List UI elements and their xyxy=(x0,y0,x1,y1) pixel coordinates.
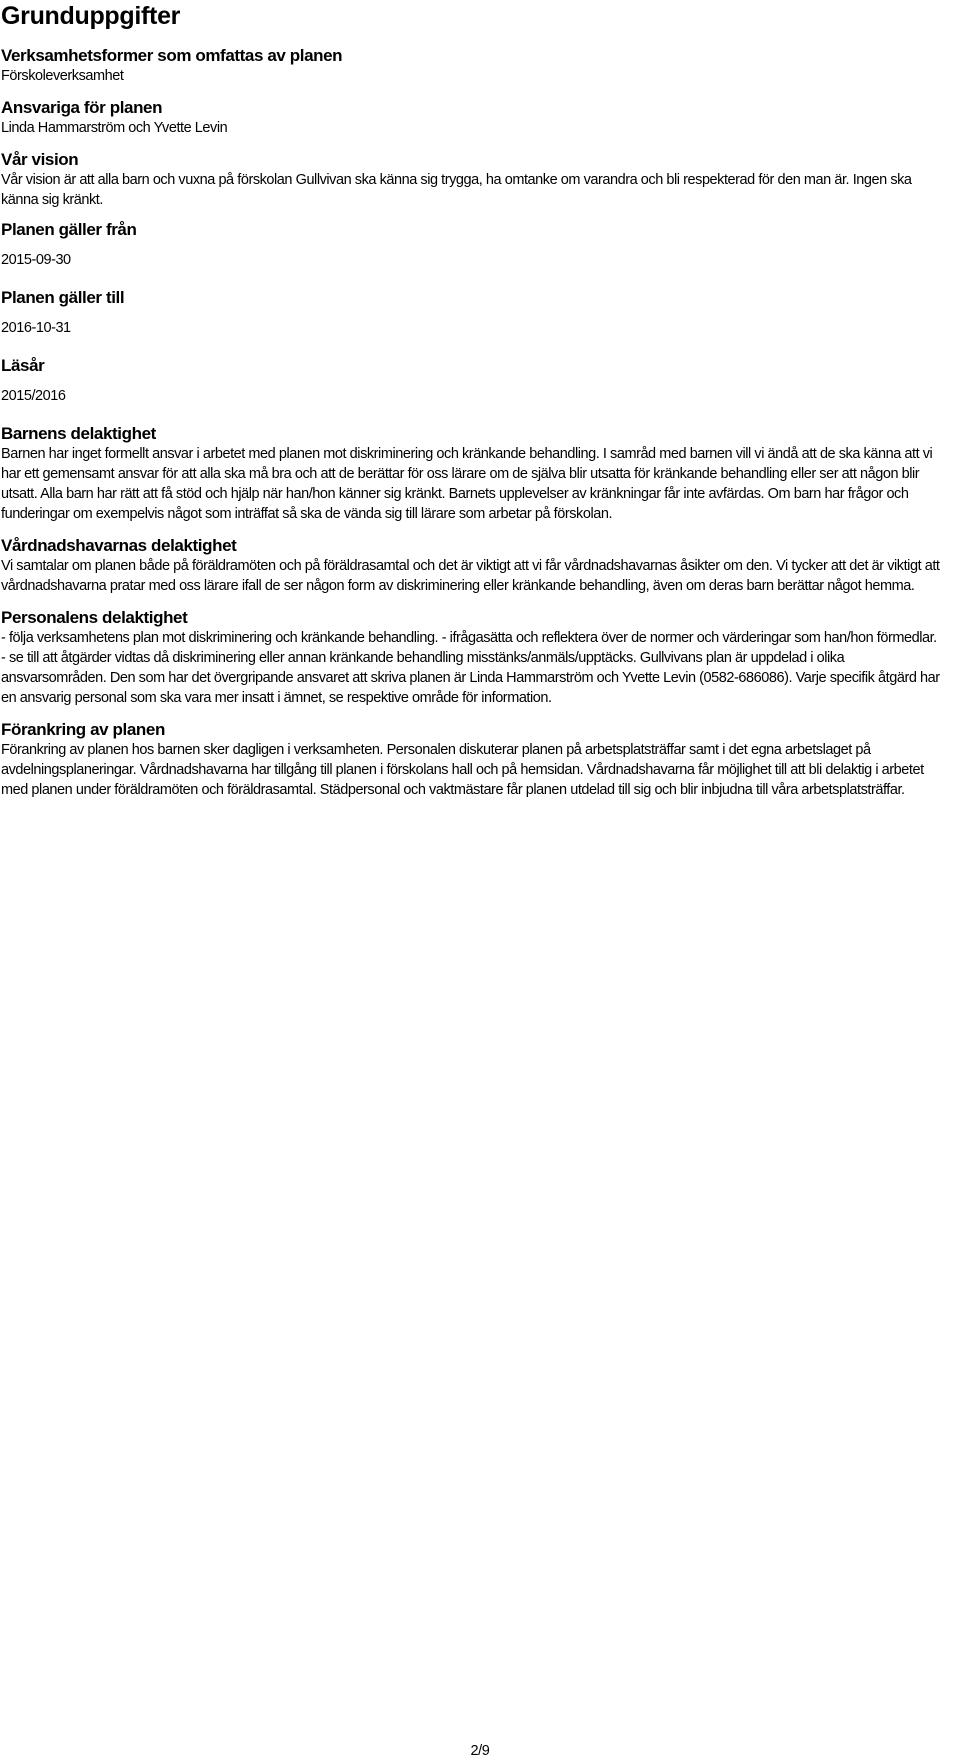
section-heading: Planen gäller från xyxy=(1,220,137,239)
document-page xyxy=(0,0,960,800)
section-heading: Ansvariga för planen xyxy=(1,98,163,117)
page-title: Grunduppgifter xyxy=(1,2,181,30)
section-ansvariga xyxy=(1,98,944,138)
section-var-vision xyxy=(1,150,944,210)
section-heading: Verksamhetsformer som omfattas av planen xyxy=(1,46,343,65)
section-personalens-delaktighet xyxy=(1,608,944,708)
section-heading: Vår vision xyxy=(1,150,79,169)
section-text: Barnen har inget formellt ansvar i arbetet med planen mot diskriminering och kränkande behandling. I samråd med barnen vill vi ändå att de ska känna att vi har ett gemensamt ansvar för att alla ska må bra och att de berättar för oss lärare om de själva blir utsatta för kränkande behandling eller ser att någon blir utsatt. Alla barn har rätt att få stöd och hjälp när han/hon känner sig kränkt. Barnets upplevelser av kränkningar får inte avfärdas. Om barn har frågor och funderingar om exempelvis något som inträffat så ska de vända sig till lärare som arbetar på förskolan. xyxy=(1,446,933,522)
section-text: Linda Hammarström och Yvette Levin xyxy=(1,120,228,136)
section-text: 2016-10-31 xyxy=(1,320,71,336)
section-text: - följa verksamhetens plan mot diskriminering och kränkande behandling. - ifrågasätta och reflektera över de normer och värderingar som han/hon förmedlar. - se till att åtgärder vidtas då diskriminering eller annan kränkande behandling misstänks/anmäls/upptäcks. Gullvivans plan är uppdelad i olika ansvarsområden. Den som har det övergripande ansvaret att skriva planen är Linda Hammarström och Yvette Levin (0582-686086). Varje specifik åtgärd har en ansvarig personal som ska vara mer insatt i ämnet, se respektive område för information. xyxy=(1,630,940,706)
section-text: Förankring av planen hos barnen sker dagligen i verksamheten. Personalen diskuterar planen på arbetsplatsträffar samt i det egna arbetslaget på avdelningsplaneringar. Vårdnadshavarna har tillgång till planen i förskolans hall och på hemsidan. Vårdnadshavarna får möjlighet till att bli delaktig i arbetet med planen under föräldramöten och föräldrasamtal. Städpersonal och vaktmästare får planen utdelad till sig och blir inbjudna till våra arbetsplatsträffar. xyxy=(1,742,924,798)
section-text: 2015/2016 xyxy=(1,388,66,404)
section-heading: Vårdnadshavarnas delaktighet xyxy=(1,536,237,555)
section-heading: Läsår xyxy=(1,356,45,375)
section-heading: Personalens delaktighet xyxy=(1,608,188,627)
section-text: Förskoleverksamhet xyxy=(1,68,124,84)
section-text: Vi samtalar om planen både på föräldramöten och på föräldrasamtal och det är viktigt att vi får vårdnadshavarnas åsikter om den. Vi tycker att det är viktigt att vårdnadshavarna pratar med oss lärare ifall de ser någon form av diskriminering eller kränkande behandling, även om deras barn berättar något hemma. xyxy=(1,558,940,594)
section-lasar xyxy=(1,356,944,406)
page-number: 2/9 xyxy=(470,1743,490,1759)
section-text: Vår vision är att alla barn och vuxna på förskolan Gullvivan ska känna sig trygga, ha omtanke om varandra och bli respekterad för den man är. Ingen ska känna sig kränkt. xyxy=(1,172,912,208)
section-heading: Förankring av planen xyxy=(1,720,165,739)
section-barnens-delaktighet xyxy=(1,424,944,524)
section-heading: Barnens delaktighet xyxy=(1,424,156,443)
section-planen-galler-till xyxy=(1,288,944,338)
section-verksamhetsformer xyxy=(1,46,944,86)
section-vardnadshavarnas-delaktighet xyxy=(1,536,944,596)
section-heading: Planen gäller till xyxy=(1,288,125,307)
section-forankring xyxy=(1,720,944,800)
section-text: 2015-09-30 xyxy=(1,252,71,268)
section-planen-galler-fran xyxy=(1,220,944,270)
